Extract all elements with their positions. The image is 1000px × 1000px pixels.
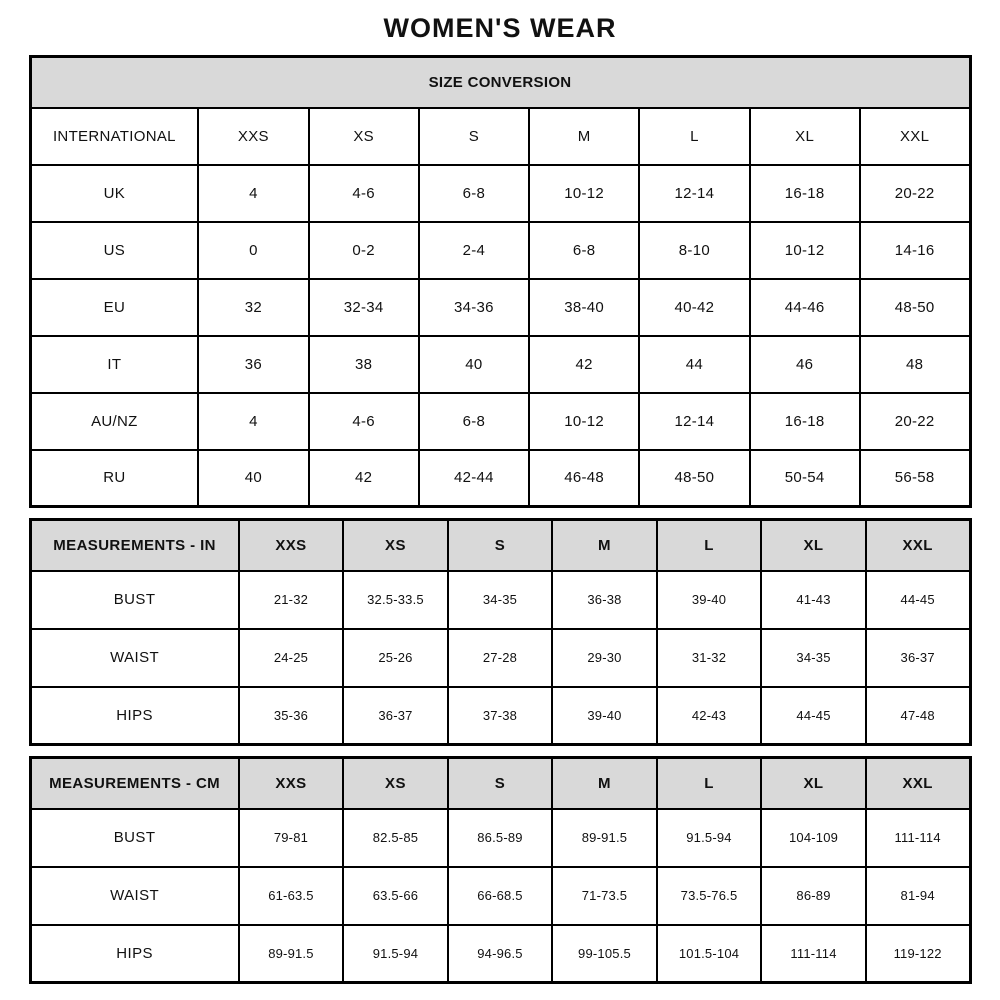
size-column-header: M: [529, 108, 639, 165]
value-cell: 6-8: [419, 165, 529, 222]
value-cell: 10-12: [750, 222, 860, 279]
value-cell: 32: [198, 279, 308, 336]
value-cell: 24-25: [239, 629, 344, 687]
size-column-header: XL: [761, 520, 866, 571]
size-column-header: L: [639, 108, 749, 165]
value-cell: 40: [419, 336, 529, 393]
value-cell: 40: [198, 450, 308, 507]
value-cell: 73.5-76.5: [657, 867, 762, 925]
value-cell: 25-26: [343, 629, 448, 687]
value-cell: 42: [529, 336, 639, 393]
measurements-cm-table: [29, 756, 972, 984]
row-label: IT: [30, 336, 198, 393]
header-row: [30, 758, 970, 809]
table-title-row: [30, 57, 970, 108]
value-cell: 94-96.5: [448, 925, 553, 983]
value-cell: 44-46: [750, 279, 860, 336]
size-column-header: XL: [750, 108, 860, 165]
row-label: AU/NZ: [30, 393, 198, 450]
row-label: EU: [30, 279, 198, 336]
size-column-header: M: [552, 758, 657, 809]
value-cell: 4-6: [309, 165, 419, 222]
value-cell: 101.5-104: [657, 925, 762, 983]
value-cell: 44-45: [866, 571, 970, 629]
tables-container: [29, 55, 972, 984]
value-cell: 63.5-66: [343, 867, 448, 925]
value-cell: 99-105.5: [552, 925, 657, 983]
row-label: WAIST: [30, 629, 239, 687]
value-cell: 47-48: [866, 687, 970, 745]
row-label-header: MEASUREMENTS - IN: [30, 520, 239, 571]
value-cell: 4: [198, 393, 308, 450]
size-column-header: XL: [761, 758, 866, 809]
value-cell: 31-32: [657, 629, 762, 687]
value-cell: 21-32: [239, 571, 344, 629]
row-label: UK: [30, 165, 198, 222]
size-column-header: XS: [343, 520, 448, 571]
table-row: [30, 336, 970, 393]
value-cell: 111-114: [761, 925, 866, 983]
value-cell: 12-14: [639, 165, 749, 222]
table-row: [30, 867, 970, 925]
table-row: [30, 393, 970, 450]
table-row: [30, 687, 970, 745]
size-column-header: XS: [309, 108, 419, 165]
value-cell: 91.5-94: [343, 925, 448, 983]
size-column-header: L: [657, 520, 762, 571]
value-cell: 42: [309, 450, 419, 507]
header-row: [30, 108, 970, 165]
value-cell: 44: [639, 336, 749, 393]
row-label: HIPS: [30, 925, 239, 983]
value-cell: 39-40: [657, 571, 762, 629]
size-column-header: S: [419, 108, 529, 165]
value-cell: 46: [750, 336, 860, 393]
table-row: [30, 571, 970, 629]
value-cell: 27-28: [448, 629, 553, 687]
row-label-header: INTERNATIONAL: [30, 108, 198, 165]
value-cell: 34-36: [419, 279, 529, 336]
value-cell: 66-68.5: [448, 867, 553, 925]
page-title: WOMEN'S WEAR: [383, 13, 617, 43]
size-column-header: XXL: [866, 520, 970, 571]
table-row: [30, 809, 970, 867]
value-cell: 36-38: [552, 571, 657, 629]
row-label: WAIST: [30, 867, 239, 925]
value-cell: 10-12: [529, 165, 639, 222]
measurements-in-table: [29, 518, 972, 746]
value-cell: 34-35: [761, 629, 866, 687]
value-cell: 34-35: [448, 571, 553, 629]
value-cell: 91.5-94: [657, 809, 762, 867]
table-row: [30, 629, 970, 687]
table-row: [30, 222, 970, 279]
value-cell: 8-10: [639, 222, 749, 279]
value-cell: 14-16: [860, 222, 970, 279]
size-column-header: L: [657, 758, 762, 809]
size-column-header: XS: [343, 758, 448, 809]
value-cell: 89-91.5: [552, 809, 657, 867]
row-label: RU: [30, 450, 198, 507]
value-cell: 46-48: [529, 450, 639, 507]
value-cell: 0-2: [309, 222, 419, 279]
value-cell: 36: [198, 336, 308, 393]
value-cell: 86.5-89: [448, 809, 553, 867]
size-column-header: XXL: [866, 758, 970, 809]
row-label-header: MEASUREMENTS - CM: [30, 758, 239, 809]
row-label: US: [30, 222, 198, 279]
table-row: [30, 450, 970, 507]
value-cell: 119-122: [866, 925, 970, 983]
value-cell: 42-44: [419, 450, 529, 507]
value-cell: 104-109: [761, 809, 866, 867]
value-cell: 40-42: [639, 279, 749, 336]
size-conversion-table: [29, 55, 972, 508]
value-cell: 56-58: [860, 450, 970, 507]
value-cell: 50-54: [750, 450, 860, 507]
size-column-header: M: [552, 520, 657, 571]
value-cell: 4: [198, 165, 308, 222]
value-cell: 32.5-33.5: [343, 571, 448, 629]
header-row: [30, 520, 970, 571]
value-cell: 89-91.5: [239, 925, 344, 983]
table-row: [30, 925, 970, 983]
value-cell: 61-63.5: [239, 867, 344, 925]
value-cell: 111-114: [866, 809, 970, 867]
value-cell: 36-37: [866, 629, 970, 687]
value-cell: 32-34: [309, 279, 419, 336]
table-row: [30, 165, 970, 222]
value-cell: 10-12: [529, 393, 639, 450]
size-column-header: XXS: [239, 520, 344, 571]
value-cell: 41-43: [761, 571, 866, 629]
value-cell: 82.5-85: [343, 809, 448, 867]
value-cell: 71-73.5: [552, 867, 657, 925]
value-cell: 6-8: [419, 393, 529, 450]
value-cell: 86-89: [761, 867, 866, 925]
value-cell: 37-38: [448, 687, 553, 745]
size-column-header: S: [448, 758, 553, 809]
value-cell: 2-4: [419, 222, 529, 279]
value-cell: 44-45: [761, 687, 866, 745]
size-column-header: XXS: [198, 108, 308, 165]
value-cell: 79-81: [239, 809, 344, 867]
value-cell: 42-43: [657, 687, 762, 745]
value-cell: 20-22: [860, 393, 970, 450]
value-cell: 38: [309, 336, 419, 393]
row-label: HIPS: [30, 687, 239, 745]
value-cell: 48: [860, 336, 970, 393]
value-cell: 4-6: [309, 393, 419, 450]
size-column-header: XXS: [239, 758, 344, 809]
value-cell: 38-40: [529, 279, 639, 336]
size-conversion-title: SIZE CONVERSION: [30, 57, 970, 108]
size-column-header: S: [448, 520, 553, 571]
value-cell: 35-36: [239, 687, 344, 745]
value-cell: 48-50: [639, 450, 749, 507]
value-cell: 39-40: [552, 687, 657, 745]
table-row: [30, 279, 970, 336]
value-cell: 16-18: [750, 165, 860, 222]
size-column-header: XXL: [860, 108, 970, 165]
value-cell: 16-18: [750, 393, 860, 450]
value-cell: 36-37: [343, 687, 448, 745]
value-cell: 48-50: [860, 279, 970, 336]
value-cell: 81-94: [866, 867, 970, 925]
value-cell: 6-8: [529, 222, 639, 279]
value-cell: 20-22: [860, 165, 970, 222]
row-label: BUST: [30, 809, 239, 867]
value-cell: 29-30: [552, 629, 657, 687]
value-cell: 12-14: [639, 393, 749, 450]
value-cell: 0: [198, 222, 308, 279]
row-label: BUST: [30, 571, 239, 629]
